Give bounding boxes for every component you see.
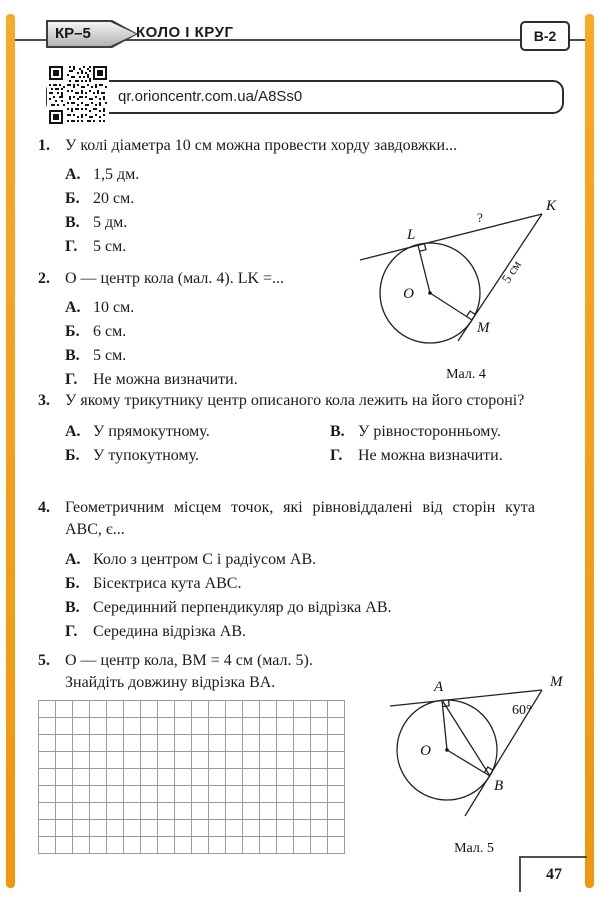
- question-3-options: [65, 420, 535, 468]
- figure-5: [362, 655, 590, 860]
- label-B: B: [494, 778, 504, 794]
- question-5: [38, 650, 360, 694]
- option-text: У рівносторонньому.: [358, 423, 501, 440]
- question-5-text: О — центр кола, BM = 4 см (мал. 5). Знайдіть довжину відрізка BA.: [65, 652, 313, 691]
- question-5-number: 5.: [38, 652, 50, 669]
- question-4-text: Геометричним місцем точок, які рівновіддалені від сторін кута ABC, є...: [65, 499, 535, 538]
- option: [330, 444, 535, 468]
- option: [65, 320, 365, 344]
- option: [65, 444, 330, 468]
- option-letter: Б.: [65, 447, 80, 464]
- label-M: M: [550, 674, 563, 690]
- option-letter: Б.: [65, 190, 80, 207]
- page-number: 47: [519, 856, 587, 892]
- option-letter: Г.: [65, 623, 78, 640]
- option-letter: Г.: [65, 238, 78, 255]
- option-letter: А.: [65, 166, 81, 183]
- tangent-line-LK: [360, 214, 542, 260]
- radius-OL: [418, 245, 430, 293]
- unknown-length-mark: ?: [477, 210, 483, 225]
- option-letter: Б.: [65, 323, 80, 340]
- page-edge-left: [6, 14, 15, 888]
- option-text: У прямокутному.: [93, 423, 210, 440]
- option-text: 6 см.: [93, 323, 127, 340]
- option-text: Серединний перпендикуляр до відрізка AB.: [93, 599, 392, 616]
- option-letter: А.: [65, 551, 81, 568]
- qr-code-icon: [47, 64, 109, 126]
- option-letter: А.: [65, 423, 81, 440]
- option: [65, 548, 535, 572]
- option: [65, 572, 535, 596]
- option-letter: В.: [65, 214, 80, 231]
- question-4: [38, 497, 535, 644]
- segment-length-label: 5 см: [498, 257, 524, 286]
- option-text: Коло з центром C і радіусом AB.: [93, 551, 317, 568]
- option: [65, 163, 535, 187]
- question-4-number: 4.: [38, 499, 50, 516]
- option-text: 1,5 дм.: [93, 166, 140, 183]
- center-point-O: [445, 748, 449, 752]
- figure-4-caption: Мал. 4: [446, 367, 486, 382]
- question-4-options: [65, 548, 535, 644]
- angle-label: 60°: [512, 703, 532, 718]
- chord-AB: [442, 700, 490, 776]
- question-1-text: У колі діаметра 10 см можна провести хорду завдовжки...: [65, 137, 458, 154]
- option-letter: В.: [330, 423, 345, 440]
- label-A: A: [434, 679, 444, 695]
- option-text: Бісектриса кута ABC.: [93, 575, 242, 592]
- option-letter: Б.: [65, 575, 80, 592]
- qr-url: qr.orioncentr.com.ua/A8Ss0: [118, 88, 303, 105]
- center-point-O: [428, 291, 432, 295]
- question-1-number: 1.: [38, 137, 50, 154]
- figure-5-caption: Мал. 5: [454, 841, 494, 856]
- test-code-tag: [46, 20, 138, 48]
- label-M: M: [477, 320, 490, 336]
- option: [330, 420, 535, 444]
- label-K: K: [546, 198, 557, 214]
- option: [65, 344, 365, 368]
- question-2-options: [65, 296, 365, 392]
- option: [65, 368, 365, 392]
- figure-4: [352, 196, 580, 386]
- question-3-number: 3.: [38, 392, 50, 409]
- question-2-text: О — центр кола (мал. 4). LK =...: [65, 270, 285, 287]
- label-O: O: [420, 743, 431, 759]
- option-text: 5 дм.: [93, 214, 128, 231]
- question-3: [38, 390, 535, 468]
- option: [65, 620, 535, 644]
- test-code-label: КР–5: [55, 25, 91, 42]
- option-letter: Г.: [65, 371, 78, 388]
- radius-OM: [430, 293, 472, 320]
- option-text: 5 см.: [93, 347, 127, 364]
- question-2-number: 2.: [38, 270, 50, 287]
- option: [65, 296, 365, 320]
- option-letter: Г.: [330, 447, 343, 464]
- option-text: 20 см.: [93, 190, 135, 207]
- label-L: L: [407, 227, 416, 243]
- radius-OB: [447, 750, 490, 776]
- option: [65, 596, 535, 620]
- variant-badge: В-2: [520, 21, 570, 51]
- option-text: Не можна визначити.: [358, 447, 503, 464]
- option: [65, 420, 330, 444]
- option-text: Середина відрізка AB.: [93, 623, 246, 640]
- label-O: O: [403, 286, 414, 302]
- option-letter: В.: [65, 599, 80, 616]
- option-text: Не можна визначити.: [93, 371, 238, 388]
- option-text: 10 см.: [93, 299, 135, 316]
- option-text: 5 см.: [93, 238, 127, 255]
- page-title: КОЛО І КРУГ: [136, 24, 234, 41]
- option-letter: А.: [65, 299, 81, 316]
- question-2: [38, 268, 365, 392]
- option-text: У тупокутному.: [93, 447, 199, 464]
- question-3-text: У якому трикутнику центр описаного кола лежить на його стороні?: [65, 392, 525, 409]
- option-letter: В.: [65, 347, 80, 364]
- working-grid: [38, 700, 345, 854]
